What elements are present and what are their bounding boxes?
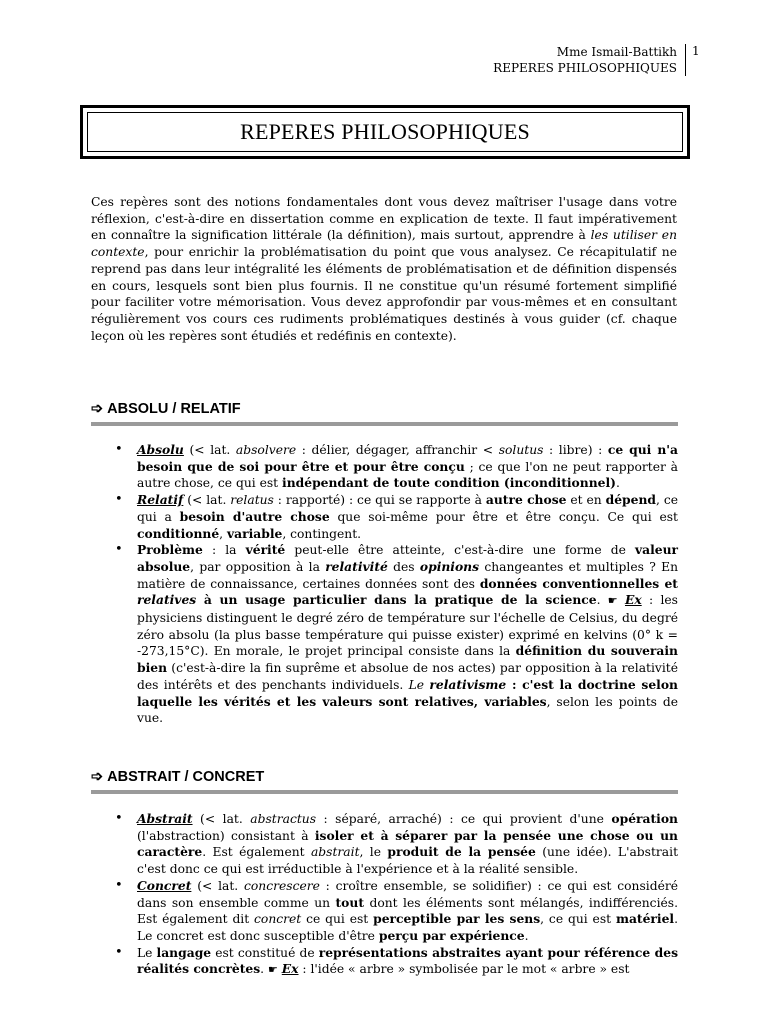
text: : croître ensemble, se solidifier) : ce qui est considéré dans son ensemble comme un [137, 878, 678, 910]
list-item-probleme [137, 542, 678, 727]
latin-word: absolvere [235, 443, 297, 457]
section-rule [91, 790, 678, 794]
title-box [80, 105, 690, 159]
bold-text: : c'est la doctrine selon laquelle les vérités et les valeurs sont relatives, variables [137, 676, 678, 709]
italic-text: abstrait [310, 845, 360, 860]
text: : libre) : [543, 443, 608, 457]
title-inner-frame [87, 112, 683, 152]
text: ; ce que l'on ne peut rapporter à autre chose, ce qui est [137, 459, 679, 491]
bold-text: opération [611, 811, 678, 826]
section-rule [91, 422, 678, 426]
document-title: REPERES PHILOSOPHIQUES [240, 119, 530, 144]
latin-word: relatus [230, 493, 274, 508]
page-number: 1 [692, 44, 700, 58]
text: (une idée). L'abstrait c'est donc ce qui est irréductible à l'expérience et à la réalité sensible. [137, 845, 679, 877]
text: , par opposition à la [190, 559, 326, 574]
bold-text: perçu par expérience [378, 927, 525, 943]
text: des [387, 559, 420, 574]
list-item-langage [137, 945, 678, 979]
bold-text: à un usage particulier dans la pratique de la science [196, 592, 597, 608]
bold-text: besoin d'autre chose [179, 508, 330, 524]
bold-text: valeur absolue [137, 542, 679, 574]
header-author: Mme Ismail-Battikh [556, 45, 677, 59]
term-list-abstrait-concret [91, 811, 678, 979]
bold-text: définition du souverain bien [137, 643, 678, 676]
text: , [219, 526, 227, 541]
bold-text: représentations abstraites ayant pour référence des réalités concrètes [137, 944, 678, 977]
latin-word: abstractus [250, 812, 317, 826]
latin-word: solutus [498, 443, 544, 457]
text: que soi-même pour être et être conçu. Ce qui est [329, 509, 678, 524]
bold-text: produit de la pensée [387, 844, 536, 860]
bold-text: indépendant de toute condition (inconditionnel) [282, 475, 616, 491]
pointing-hand-icon: ☛ [268, 963, 278, 977]
intro-text-2: , pour enrichir la problématisation du point que vous analysez. Ce récapitulatif ne reprend pas dans leur intégralité les éléments de problématisation et de définition dispensés en cours, lesquels sont bien plus fournis. Il ne constitue qu'un résumé fortement simplifié pour faciliter votre mémorisation. Vous devez approfondir par vous-mêmes et en consultant régulièrement vos cours ces rudiments problématiques destinés à vous guider (cf. chaque leçon où les repères sont étudiés et redéfinis en contexte). [91, 245, 677, 343]
text: Le [137, 945, 157, 960]
text: : rapporté) : ce qui se rapporte à [273, 493, 486, 508]
text: , contingent. [282, 526, 362, 541]
italic-text: Le [408, 677, 430, 692]
section-title: ABSOLU / RELATIF [107, 401, 241, 417]
term-probleme: Problème [137, 542, 203, 558]
bold-text: vérité [245, 542, 286, 558]
term-absolu: Absolu [137, 442, 184, 457]
text: , ce qui est [540, 912, 616, 927]
italic-text: concret [254, 912, 302, 927]
text: : l'idée « arbre » symbolisée par le mot « arbre » est [298, 962, 630, 977]
list-item-relatif [137, 492, 678, 542]
latin-word: concrescere [244, 878, 320, 893]
bold-text: matériel [615, 911, 675, 927]
text: . Est également [202, 845, 311, 860]
page-header [493, 44, 686, 76]
text: : la [202, 543, 246, 558]
text: . [524, 928, 529, 943]
text: . [596, 593, 608, 608]
section-heading-abstrait-concret [91, 769, 678, 788]
intro-emphasis: les utiliser en contexte [91, 228, 677, 260]
bold-text: variable [227, 525, 283, 541]
text: . Le concret est donc susceptible d'être [137, 912, 678, 943]
text: . [260, 962, 268, 977]
term-list-absolu-relatif [91, 442, 678, 727]
pointing-hand-icon: ☛ [607, 594, 618, 608]
text: ce qui est [301, 912, 374, 927]
text: et en [566, 493, 606, 508]
bold-text: tout [335, 894, 365, 910]
header-course: REPERES PHILOSOPHIQUES [493, 61, 677, 75]
bold-italic-text: relativisme [429, 676, 507, 692]
list-item-abstrait [137, 811, 678, 878]
arrow-icon: ➩ [91, 769, 104, 785]
bold-text: perceptible par les sens [373, 911, 541, 927]
example-label: Ex [281, 961, 299, 977]
bold-text: isoler et à séparer par la pensée une chose ou un caractère [137, 827, 678, 860]
bold-italic-text: opinions [419, 558, 480, 574]
intro-text-1: Ces repères sont des notions fondamentales dont vous devez maîtriser l'usage dans votre réflexion, c'est-à-dire en dissertation comme en explication de texte. Il faut impérativement en connaître la signification littérale (la définition), mais surtout, apprendre à [91, 195, 677, 243]
text: , le [359, 845, 388, 860]
term-abstrait: Abstrait [137, 811, 193, 826]
intro-paragraph [91, 194, 677, 344]
text: , selon les points de vue. [137, 694, 678, 726]
term-langage: langage [156, 944, 212, 960]
term-relatif: Relatif [137, 492, 184, 508]
bold-text: données conventionnelles et [479, 575, 678, 591]
list-item-absolu [137, 442, 678, 492]
term-concret: Concret [137, 877, 192, 893]
section-title: ABSTRAIT / CONCRET [107, 769, 265, 785]
text: : séparé, arraché) : ce qui provient d'une [316, 812, 612, 826]
text: (c'est-à-dire la fin suprême et absolue de nos actes) par opposition à la relativité des intérêts et des penchants individuels. [137, 661, 678, 692]
list-item-concret [137, 878, 678, 945]
text: : délier, dégager, affranchir < [296, 443, 499, 457]
text: , ce qui a [137, 493, 678, 524]
text: : les physiciens distinguent le degré zéro de température sur l'échelle de Celsius, du degré zéro absolu (la plus basse température qui puisse exister) exprimé en kelvins (0° k = -273,15°C). En morale, le projet principal consiste dans la [137, 593, 678, 659]
example-label: Ex [624, 592, 642, 608]
bold-text: dépend [605, 492, 656, 508]
bold-text: autre chose [485, 492, 567, 508]
text: (< lat. [183, 443, 236, 457]
bold-text: conditionné [137, 525, 220, 541]
bold-text: ce qui n'a besoin que de soi pour être et pour être conçu [137, 442, 678, 474]
section-heading-absolu-relatif [91, 401, 678, 420]
text: dont les éléments sont mélangés, indifférenciés. Est également dit [137, 895, 678, 927]
text: peut-elle être atteinte, c'est-à-dire une forme de [285, 543, 635, 558]
bold-italic-text: relatives [137, 592, 197, 608]
bold-italic-text: relativité [325, 558, 388, 574]
text: (l'abstraction) consistant à [137, 828, 315, 843]
text: (< lat. [191, 878, 244, 893]
text: est constitué de [211, 945, 319, 960]
text: (< lat. [192, 812, 251, 826]
text: changeantes et multiples ? En matière de connaissance, certaines données sont des [137, 559, 678, 591]
arrow-icon: ➩ [91, 401, 104, 417]
text: (< lat. [183, 493, 231, 508]
text: . [615, 476, 620, 491]
